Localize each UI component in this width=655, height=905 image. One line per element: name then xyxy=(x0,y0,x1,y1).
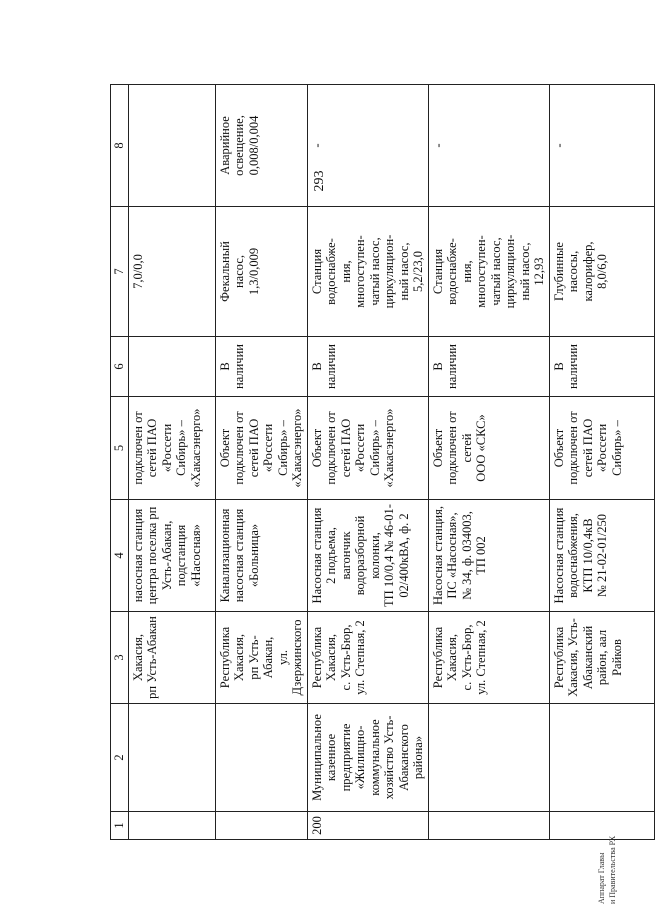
cell-address: Республика Хакасия, рп Усть-Абакан, ул. Дзержинского xyxy=(215,612,307,704)
cell-availability: В наличии xyxy=(428,337,549,397)
header-cell: 3 xyxy=(111,612,129,704)
cell-equipment: Станция водоснабже- ния, многоступен- чатый насос, циркуляцион- ный насос, 12,93 xyxy=(428,207,549,337)
cell-connection: подключен от сетей ПАО «Россети Сибирь» – «Хакасэнерго» xyxy=(128,397,215,500)
cell-backup: Аварийное освещение, 0,008/0,004 xyxy=(215,85,307,207)
table-row xyxy=(215,85,307,840)
cell-connection: Объект подключен от сетей ПАО «Россети Сибирь» – «Хакасэнерго» xyxy=(307,397,428,500)
cell-number: 200 xyxy=(307,812,428,840)
page-number: 293 xyxy=(312,170,327,192)
stamp-line: и Правительства РХ xyxy=(608,835,617,904)
cell-organization xyxy=(549,704,654,812)
cell-equipment: Глубинные насосы, калорифер, 8,0/6,0 xyxy=(549,207,654,337)
cell-address: Республика Хакасия, Усть- Абаканский район, аал Райков xyxy=(549,612,654,704)
header-cell: 6 xyxy=(111,337,129,397)
cell-connection: Объект подключен от сетей ПАО «Россети Сибирь» – xyxy=(549,397,654,500)
cell-equipment: Станция водоснабже- ния, многоступен- чатый насос, циркуляцион- ный насос, 5,2/23,0 xyxy=(307,207,428,337)
cell-number xyxy=(128,812,215,840)
cell-backup: - xyxy=(307,85,428,207)
cell-availability xyxy=(128,337,215,397)
cell-equipment: Фекальный насос, 1,3/0,009 xyxy=(215,207,307,337)
cell-connection: Объект подключен от сетей ПАО «Россети Сибирь» – «Хакасэнерго» xyxy=(215,397,307,500)
header-cell: 4 xyxy=(111,500,129,612)
header-row xyxy=(111,85,129,840)
cell-connection: Объект подключен от сетей ООО «СКС» xyxy=(428,397,549,500)
document-table-container xyxy=(110,85,624,840)
cell-backup xyxy=(128,85,215,207)
cell-address: Республика Хакасия, с. Усть-Бюр, ул. Степная, 2 xyxy=(307,612,428,704)
rotated-table xyxy=(110,85,624,840)
header-cell: 7 xyxy=(111,207,129,337)
header-cell: 1 xyxy=(111,812,129,840)
cell-organization xyxy=(128,704,215,812)
cell-address: Хакасия, рп Усть-Абакан xyxy=(128,612,215,704)
cell-number xyxy=(215,812,307,840)
cell-facility: Насосная станция, ПС «Насосная», № 34, ф. 034003, ТП 002 xyxy=(428,500,549,612)
cell-organization xyxy=(428,704,549,812)
cell-backup: - xyxy=(428,85,549,207)
cell-availability: В наличии xyxy=(215,337,307,397)
header-cell: 5 xyxy=(111,397,129,500)
table-row xyxy=(428,85,549,840)
table-row xyxy=(128,85,215,840)
archive-stamp xyxy=(596,808,620,904)
header-cell: 2 xyxy=(111,704,129,812)
cell-facility: Канализационная насосная станция «Больница» xyxy=(215,500,307,612)
header-cell: 8 xyxy=(111,85,129,207)
cell-address: Республика Хакасия, с. Усть-Бюр, ул. Степная, 2 xyxy=(428,612,549,704)
cell-equipment: 7,0/0,0 xyxy=(128,207,215,337)
cell-availability: В наличии xyxy=(307,337,428,397)
cell-facility: Насосная станция 2 подъема, вагончик водоразборной колонки, ТП 10/0,4 № 46-01- 02/400кВА, ф. 2 xyxy=(307,500,428,612)
cell-organization: Муниципальное казенное предприятие «Жилищно- коммунальное хозяйство Усть- Абаканского района» xyxy=(307,704,428,812)
cell-backup: - xyxy=(549,85,654,207)
table-row xyxy=(307,85,428,840)
stamp-line: Аппарат Главы xyxy=(597,852,606,904)
table-row xyxy=(549,85,654,840)
cell-facility: Насосная станция водоснабжения, КТП 10/0,4кВ № 21-02-01/250 xyxy=(549,500,654,612)
power-supply-table xyxy=(110,84,655,840)
cell-number xyxy=(428,812,549,840)
cell-organization xyxy=(215,704,307,812)
cell-facility: насосная станция центра поселка рп Усть-Абакан, подстанция «Насосная» xyxy=(128,500,215,612)
cell-availability: В наличии xyxy=(549,337,654,397)
